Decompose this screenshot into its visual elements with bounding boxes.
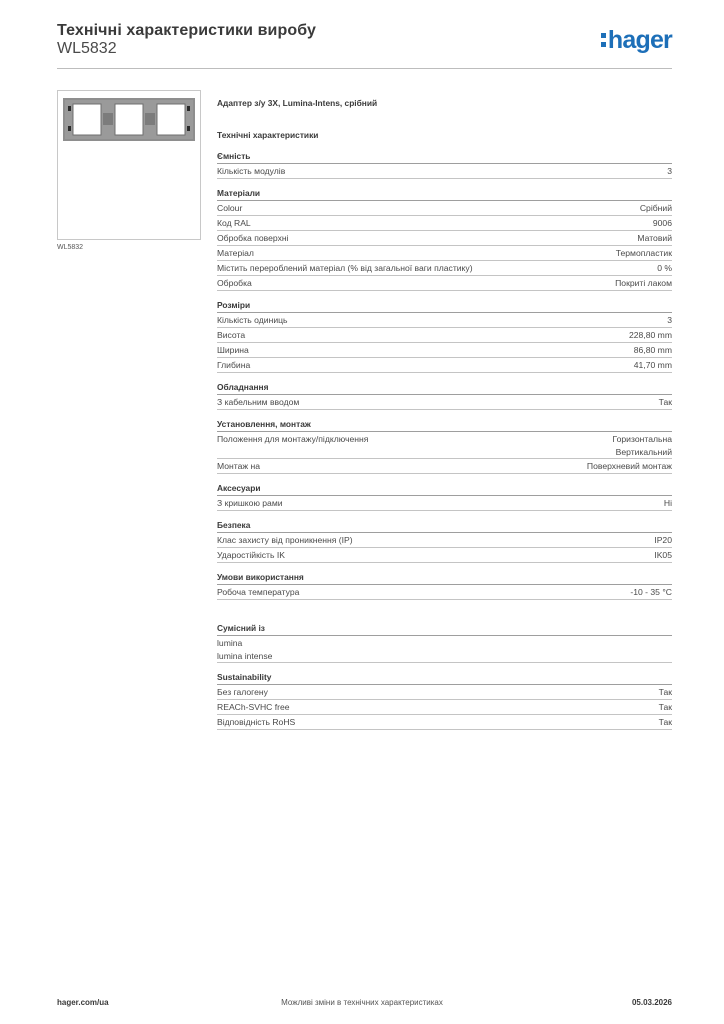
spec-value-line: 41,70 mm: [633, 360, 672, 370]
spec-label: Обробка: [217, 278, 252, 288]
spec-value-line: 0 %: [657, 263, 672, 273]
spec-label: Містить перероблений матеріал (% від загальної ваги пластику): [217, 263, 473, 273]
spec-label: З кришкою рами: [217, 498, 283, 508]
spec-row: [217, 715, 672, 730]
spec-value: [659, 716, 672, 729]
hager-logo: [600, 28, 672, 53]
spec-value: [629, 329, 672, 342]
spec-value-line: 9006: [652, 218, 672, 228]
spec-value: [630, 586, 672, 599]
spec-section: [217, 519, 672, 563]
spec-row: [217, 533, 672, 548]
spec-row: [217, 700, 672, 715]
spec-row: [217, 328, 672, 343]
spec-row: [217, 201, 672, 216]
spec-value-line: IK05: [654, 550, 672, 560]
spec-value: [659, 686, 672, 699]
spec-section: [217, 622, 672, 663]
specifications: [217, 96, 672, 730]
spec-value-line: 3: [667, 315, 672, 325]
spec-value: [616, 247, 672, 260]
spec-row: [217, 313, 672, 328]
section-title: Матеріали: [217, 187, 672, 201]
spec-label: Кількість одиниць: [217, 315, 288, 325]
spec-value-line: 228,80 mm: [629, 330, 672, 340]
spec-row: [217, 496, 672, 511]
spec-value-line: Так: [658, 702, 672, 712]
spec-label: Ударостійкість IK: [217, 550, 285, 560]
section-title: Умови використання: [217, 571, 672, 585]
spec-row: [217, 459, 672, 474]
spec-value-line: IP20: [654, 535, 672, 545]
spec-value: [664, 497, 672, 510]
spec-row: [217, 261, 672, 276]
spec-value-line: -10 - 35 °C: [630, 587, 672, 597]
spec-row: [217, 276, 672, 291]
spec-row: [217, 548, 672, 563]
spec-label: Робоча температура: [217, 587, 300, 597]
spec-value: [653, 217, 672, 230]
spec-value-line: Так: [658, 717, 672, 727]
spec-row: [217, 343, 672, 358]
spec-value-line: Матовий: [637, 233, 672, 243]
section-title: Обладнання: [217, 381, 672, 395]
spec-row: [217, 164, 672, 179]
section-title: Ємність: [217, 150, 672, 164]
spec-value: [659, 396, 672, 409]
spec-label: Відповідність RoHS: [217, 717, 296, 727]
spec-label: Colour: [217, 203, 243, 213]
spec-value: [657, 262, 672, 275]
product-image: [57, 90, 201, 240]
spec-label: Положення для монтажу/підключення: [217, 434, 369, 444]
spec-value: [637, 232, 672, 245]
spec-value-line: Срібний: [639, 203, 672, 213]
spec-row: [217, 685, 672, 700]
spec-value-line: Вертикальний: [615, 446, 672, 457]
spec-value-line: Горизонтальна: [612, 434, 672, 444]
spec-value-line: Так: [658, 397, 672, 407]
section-title: Sustainability: [217, 671, 672, 685]
spec-value: [654, 534, 672, 547]
spec-value: [615, 277, 672, 290]
spec-value-line: Ні: [663, 498, 672, 508]
spec-value: [667, 314, 672, 327]
spec-label: Кількість модулів: [217, 166, 286, 176]
spec-value: [634, 344, 672, 357]
spec-value: [613, 433, 672, 458]
spec-row: [217, 231, 672, 246]
section-title: Установлення, монтаж: [217, 418, 672, 432]
spec-row: [217, 585, 672, 600]
spec-section: [217, 482, 672, 511]
spec-section: [217, 187, 672, 291]
spec-value: [659, 701, 672, 714]
spec-label: З кабельним вводом: [217, 397, 300, 407]
spec-value-line: 86,80 mm: [633, 345, 672, 355]
footer-date: 05.03.2026: [631, 998, 672, 1007]
spec-label: Ширина: [217, 345, 249, 355]
spec-section: [217, 418, 672, 474]
product-image-caption: WL5832: [57, 244, 84, 251]
spec-value: [640, 202, 672, 215]
spec-section: [217, 571, 672, 600]
spec-label: Без галогену: [217, 687, 268, 697]
spec-label: Висота: [217, 330, 246, 340]
spec-label: Глибина: [217, 360, 251, 370]
spec-label: lumina lumina intense: [217, 638, 273, 661]
spec-sections: [217, 150, 672, 730]
spec-value-line: Поверхневий монтаж: [586, 461, 672, 471]
spec-label: Клас захисту від проникнення (IP): [217, 535, 353, 545]
spec-section: [217, 381, 672, 410]
spec-value: [654, 549, 672, 562]
spec-value: [667, 165, 672, 178]
spec-label: REACh-SVHC free: [217, 702, 290, 712]
frame-3x-adapter-image: [58, 91, 200, 239]
spec-value-line: Покриті лаком: [615, 278, 672, 288]
spec-row: [217, 432, 672, 459]
product-name: Адаптер з/у 3X, Lumina-Intens, срібний: [217, 98, 378, 108]
product-code-heading: WL5832: [57, 40, 117, 57]
spec-row: [217, 246, 672, 261]
spec-label: Монтаж на: [217, 461, 261, 471]
section-title: Сумісний із: [217, 622, 672, 636]
specs-heading: Технічні характеристики: [217, 130, 319, 140]
spec-row: [217, 216, 672, 231]
spec-row: [217, 358, 672, 373]
spec-section: [217, 150, 672, 179]
spec-label: Матеріал: [217, 248, 254, 258]
spec-value-line: 3: [667, 166, 672, 176]
spec-section: [217, 299, 672, 373]
spec-row: [217, 636, 672, 663]
spec-value-line: Так: [658, 687, 672, 697]
logo-colon-icon: [600, 30, 608, 48]
spec-value-line: Термопластик: [615, 248, 672, 258]
spec-label: Код RAL: [217, 218, 251, 228]
spec-label: Обробка поверхні: [217, 233, 289, 243]
footer-website: hager.com/ua: [57, 998, 109, 1007]
page-title: Технічні характеристики виробу: [57, 22, 316, 39]
logo-text: hager: [607, 26, 672, 54]
footer-disclaimer: Можливі зміни в технічних характеристиках: [281, 998, 443, 1007]
section-title: Аксесуари: [217, 482, 672, 496]
spec-value: [634, 359, 672, 372]
section-title: Безпека: [217, 519, 672, 533]
spec-value: [587, 460, 672, 473]
spec-row: [217, 395, 672, 410]
section-title: Розміри: [217, 299, 672, 313]
spec-section: [217, 671, 672, 730]
header-divider: [57, 68, 672, 69]
